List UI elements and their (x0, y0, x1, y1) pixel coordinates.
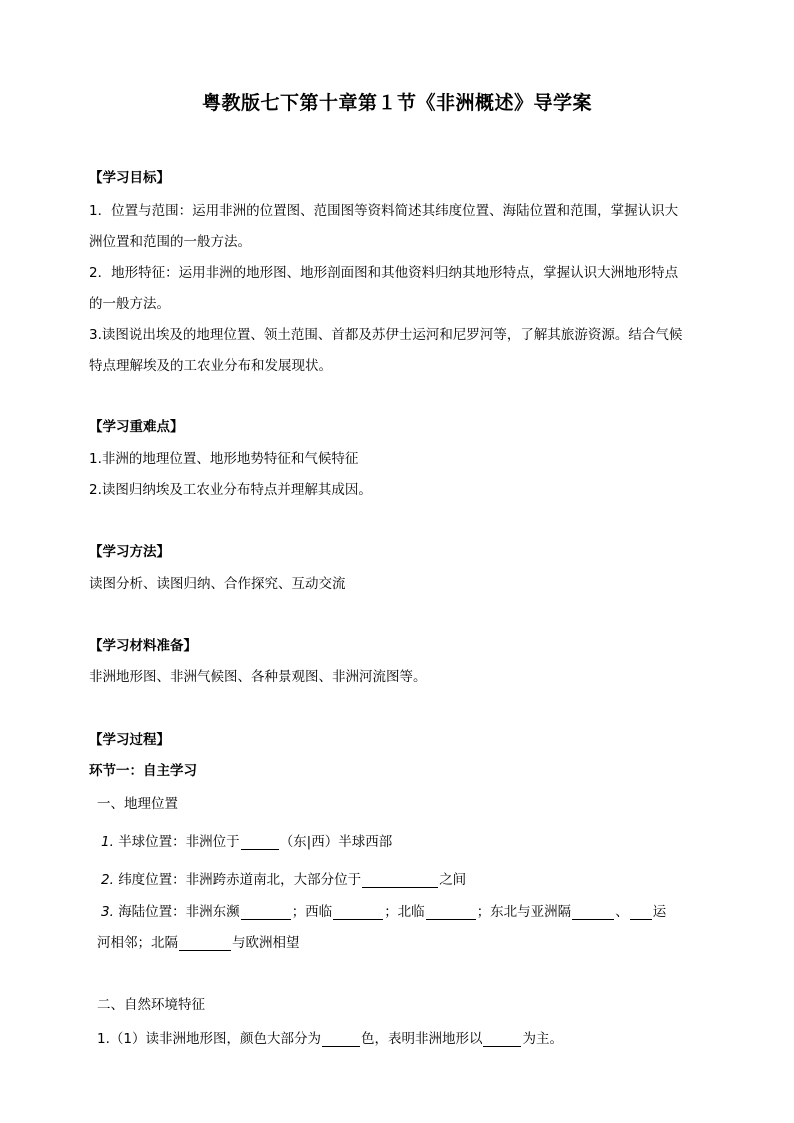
goal-2-line-2: 的一般方法。 (89, 296, 170, 312)
question-text: ；西临 (291, 904, 333, 920)
answer-blank[interactable] (322, 1032, 360, 1047)
key-points-heading: 【学习重难点】 (89, 419, 184, 435)
question-hemisphere (101, 830, 392, 850)
methods-text: 读图分析、读图归纳、合作探究、互动交流 (89, 576, 346, 592)
answer-blank[interactable] (333, 905, 383, 920)
question-latitude (101, 868, 466, 888)
question-number: 3. (101, 904, 114, 920)
answer-blank[interactable] (572, 905, 614, 920)
question-text: 海陆位置：非洲东濒 (118, 904, 240, 920)
question-text: 色，表明非洲地形以 (360, 1031, 483, 1047)
subsection-environment: 二、自然环境特征 (97, 997, 205, 1013)
answer-blank[interactable] (241, 905, 291, 920)
question-text: 之间 (439, 872, 467, 888)
answer-blank[interactable] (483, 1032, 521, 1047)
goal-3-line-2: 特点理解埃及的工农业分布和发展现状。 (89, 358, 332, 374)
question-text: 纬度位置：非洲跨赤道南北，大部分位于 (118, 872, 362, 888)
question-text: （东|西）半球西部 (279, 834, 393, 850)
process-heading: 【学习过程】 (89, 732, 170, 748)
question-text: ；北临 (384, 904, 425, 920)
materials-heading: 【学习材料准备】 (89, 638, 197, 654)
question-text: ；东北与亚洲隔 (476, 904, 572, 920)
question-sea-land-continued (97, 931, 300, 951)
goals-heading: 【学习目标】 (89, 170, 170, 186)
goal-1-line-1: 1．位置与范围：运用非洲的位置图、范围图等资料简述其纬度位置、海陆位置和范围，掌握认识大 (89, 203, 679, 219)
question-number: 2. (101, 872, 114, 888)
answer-blank[interactable] (179, 936, 231, 951)
section-1-heading: 环节一：自主学习 (89, 763, 197, 779)
page-title: 粤教版七下第十章第１节《非洲概述》导学案 (201, 92, 592, 114)
key-point-1: 1.非洲的地理位置、地形地势特征和气候特征 (89, 451, 359, 467)
methods-heading: 【学习方法】 (89, 544, 170, 560)
answer-blank[interactable] (362, 873, 438, 888)
question-text: 与欧洲相望 (232, 935, 300, 951)
question-text: 1.（1）读非洲地形图，颜色大部分为 (97, 1031, 321, 1047)
answer-blank[interactable] (241, 835, 279, 850)
question-sea-land (101, 900, 666, 920)
goal-2-line-1: 2．地形特征：运用非洲的地形图、地形剖面图和其他资料归纳其地形特点，掌握认识大洲地形特点 (89, 265, 679, 281)
subsection-location: 一、地理位置 (97, 796, 178, 812)
goal-3-line-1: 3.读图说出埃及的地理位置、领土范围、首都及苏伊士运河和尼罗河等，了解其旅游资源。结合气候 (89, 327, 683, 343)
materials-text: 非洲地形图、非洲气候图、各种景观图、非洲河流图等。 (89, 669, 427, 685)
question-text: 运 (652, 904, 667, 920)
question-number: 1. (101, 834, 114, 850)
question-text: 为主。 (522, 1031, 563, 1047)
question-terrain (97, 1027, 563, 1047)
question-text: 河相邻；北隔 (97, 935, 178, 951)
question-text: 、 (615, 904, 629, 920)
key-point-2: 2.读图归纳埃及工农业分布特点并理解其成因。 (89, 482, 372, 498)
question-text: 半球位置：非洲位于 (118, 834, 240, 850)
answer-blank[interactable] (630, 905, 652, 920)
answer-blank[interactable] (426, 905, 476, 920)
goal-1-line-2: 洲位置和范围的一般方法。 (89, 234, 251, 250)
